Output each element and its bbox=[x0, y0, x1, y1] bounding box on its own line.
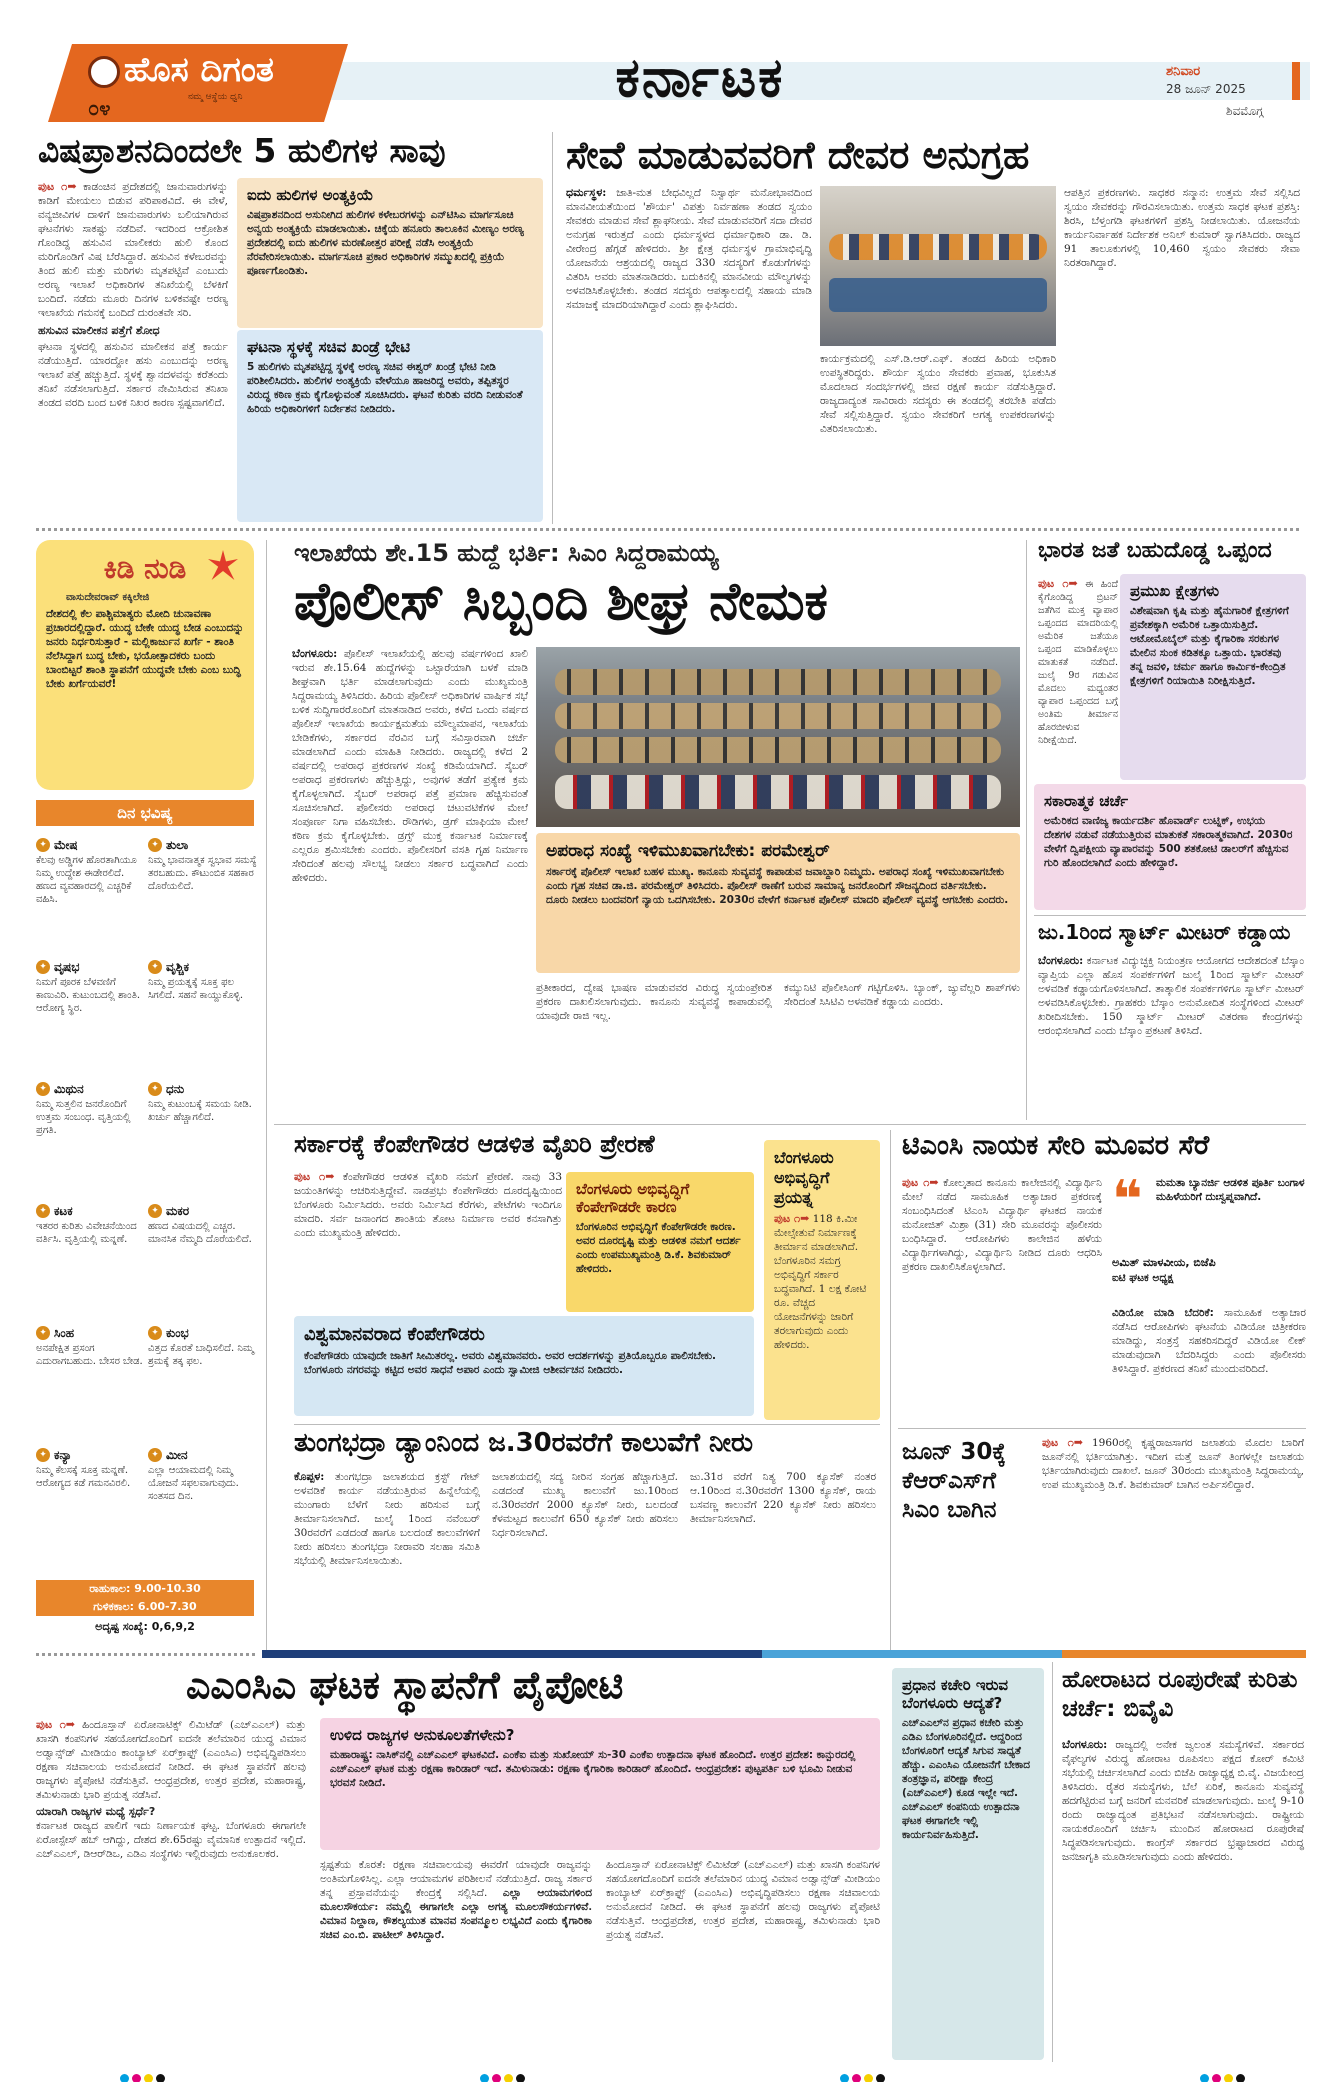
box-tiger-funeral bbox=[237, 178, 543, 328]
sign-text: ನಿಮ್ಮ ಸುತ್ತಲಿನ ಜನರೊಂದಿಗೆ ಉತ್ತಮ ಸಂಬಂಧ. ವೃತ್ತಿಯಲ್ಲಿ ಪ್ರಗತಿ. bbox=[36, 1099, 131, 1136]
sign-name: ಕಟಕ bbox=[54, 1204, 73, 1218]
divider bbox=[898, 1428, 1306, 1429]
headline: ವಿಷಪ್ರಾಶನದಿಂದಲೇ 5 ಹುಲಿಗಳ ಸಾವು bbox=[38, 131, 446, 170]
police-group-photo bbox=[536, 647, 1020, 827]
headline: ಹೋರಾಟದ ರೂಪುರೇಷೆ ಕುರಿತು ಚರ್ಚೆ: ಬಿವೈವಿ bbox=[1062, 1667, 1298, 1722]
paragraph: ಕರ್ನಾಟಕ ವಿದ್ಯುಚ್ಛಕ್ತಿ ನಿಯಂತ್ರಣ ಆಯೋಗದ ಆದೇಶದಂತೆ ಬೆಸ್ಕಾಂ ವ್ಯಾಪ್ತಿಯ ಎಲ್ಲಾ ಹೊಸ ಸಂಪರ್ಕಗಳಿಗೆ ಜುಲೈ 1ರಿಂದ ಸ್ಮಾರ್ಟ್ ಮೀಟರ್ ಅಳವಡಿಕೆ ಕಡ್ಡಾಯಗೊಳಿಸಲಾಗಿದೆ. ತಾತ್ಕಾಲಿಕ ಸಂಪರ್ಕಗಳಿಗೂ ಸ್ಮಾರ್ಟ್ ಮೀಟರ್ ಅಳವಡಿಸಿಕೊಳ್ಳಬೇಕು. ಗ್ರಾಹಕರು ಬೆಸ್ಕಾಂ ಅನುಮೋದಿತ ಸಂಸ್ಥೆಗಳಿಂದ ಮೀಟರ್ ಖರೀದಿಸಬೇಕು. 150 ಸ್ಮಾರ್ಟ್ ಮೀಟರ್ ವಿತರಣಾ ಕೇಂದ್ರಗಳನ್ನು ಆರಂಭಿಸಲಾಗಿದೆ ಎಂದು ಬೆಸ್ಕಾಂ ಪ್ರಕಟಣೆ ತಿಳಿಸಿದೆ. bbox=[1038, 955, 1304, 1037]
paragraph: ಕೋಲ್ಕತಾದ ಕಾನೂನು ಕಾಲೇಜಿನಲ್ಲಿ ವಿದ್ಯಾರ್ಥಿನಿ ಮೇಲೆ ನಡೆದ ಸಾಮೂಹಿಕ ಅತ್ಯಾಚಾರ ಪ್ರಕರಣಕ್ಕೆ ಸಂಬಂಧಿಸಿದಂತೆ ಟಿಎಂಸಿ ವಿದ್ಯಾರ್ಥಿ ಘಟಕದ ನಾಯಕ ಮನೋಜಿತ್ ಮಿಶ್ರಾ (31) ಸೇರಿ ಮೂವರನ್ನು ಪೊಲೀಸರು ಬಂಧಿಸಿದ್ದಾರೆ. ಆರೋಪಿಗಳು ಕಾಲೇಜಿನ ಹಳೆಯ ವಿದ್ಯಾರ್ಥಿಗಳಾಗಿದ್ದು, ವಿದ್ಯಾರ್ಥಿನಿ ನೀಡಿದ ದೂರು ಆಧರಿಸಿ ಪ್ರಕರಣ ದಾಖಲಿಸಿಕೊಳ್ಳಲಾಗಿದೆ. bbox=[902, 1177, 1103, 1273]
zodiac-icon: ✦ bbox=[36, 960, 50, 974]
zodiac-icon: ✦ bbox=[36, 838, 50, 852]
paragraph: ಕಾರ್ಯಕ್ರಮದಲ್ಲಿ ಎಸ್.ಡಿ.ಆರ್.ಎಫ್. ತಂಡದ ಹಿರಿಯ ಅಧಿಕಾರಿ ಉಪಸ್ಥಿತರಿದ್ದರು. ಶೌರ್ಯ ಸ್ವಯಂ ಸೇವಕರು ಪ್ರವಾಹ, ಭೂಕುಸಿತ ಮೊದಲಾದ ಸಂದರ್ಭಗಳಲ್ಲಿ ಜೀವ ರಕ್ಷಣೆ ಕಾರ್ಯ ನಡೆಸುತ್ತಿದ್ದಾರೆ. ರಾಜ್ಯದಾದ್ಯಂತ ಸಾವಿರಾರು ಸದಸ್ಯರು ಈ ತಂಡದಲ್ಲಿ ತರಬೇತಿ ಪಡೆದು ಸೇವೆ ಸಲ್ಲಿಸುತ್ತಿದ್ದಾರೆ. ಸ್ವಯಂ ಸೇವಕರಿಗೆ ಅಗತ್ಯ ಉಪಕರಣಗಳನ್ನು ವಿತರಿಸಲಾಯಿತು. bbox=[820, 353, 1056, 435]
logo-text: ಹೊಸ ದಿಗಂತ bbox=[124, 50, 274, 90]
horoscope-sign bbox=[148, 1082, 258, 1200]
box-text: ವಿಷಪ್ರಾಶನದಿಂದ ಅಸುನೀಗಿದ ಹುಲಿಗಳ ಕಳೇಬರಗಳನ್ನು ಎನ್‌ಟಿಸಿಎ ಮಾರ್ಗಸೂಚಿ ಅನ್ವಯ ಅಂತ್ಯಕ್ರಿಯೆ ಮಾಡಲಾಯಿತು. ಚಿಕ್ಕೆಯ ಹನೂರು ತಾಲೂಕಿನ ಮೀಣ್ಯಂ ಅರಣ್ಯ ಪ್ರದೇಶದಲ್ಲಿ ಐದು ಹುಲಿಗಳ ಮರಣೋತ್ತರ ಪರೀಕ್ಷೆ ನಡೆಸಿ ಅಂತ್ಯಕ್ರಿಯೆ ನೆರವೇರಿಸಲಾಯಿತು. ಮಾರ್ಗಸೂಚಿ ಪ್ರಕಾರ ಅಧಿಕಾರಿಗಳ ಸಮ್ಮುಖದಲ್ಲಿ ಪ್ರಕ್ರಿಯೆ ಪೂರ್ಣಗೊಂಡಿತು. bbox=[247, 209, 524, 277]
column-divider bbox=[1026, 540, 1027, 1120]
headline: ತುಂಗಭದ್ರಾ ಡ್ಯಾಂನಿಂದ ಜ.30ರವರೆಗೆ ಕಾಲುವೆಗೆ ನೀರು bbox=[294, 1428, 754, 1458]
zodiac-icon: ✦ bbox=[148, 838, 162, 852]
masthead bbox=[0, 0, 1336, 128]
kidi-text: ದೇಶದಲ್ಲಿ ಕೆಲ ಪಾಶ್ಚಿಮಾತ್ಯರು ಮೋದಿ ಚುನಾವಣಾ ಪ್ರಚಾರದಲ್ಲಿದ್ದಾರೆ. ಯುದ್ಧ ಬೇಕೇ ಯುದ್ಧ ಬೇಡ ಎಂಬುದನ್ನು ಜನರು ನಿರ್ಧರಿಸುತ್ತಾರೆ - ಮಲ್ಲಿಕಾರ್ಜುನ ಖರ್ಗೆ - ಶಾಂತಿ ನೆಲೆಸಿದ್ದಾಗ ಬುದ್ಧ ಬೇಕು, ಭಯೋತ್ಪಾದಕರು ಬಂದು ಬಾಂಬಿಟ್ಟರೆ ಶಾಂತಿ ಸ್ಥಾಪನೆಗೆ ಯುದ್ಧವೇ ಬೇಕು ಎಂಬ ಬುದ್ಧಿ ಬೇಕು ಖರ್ಗೆಯವರೆ! bbox=[46, 608, 244, 690]
quote-role: ಐಟಿ ಘಟಕ ಅಧ್ಯಕ್ಷ bbox=[1112, 1272, 1174, 1284]
article-body bbox=[566, 186, 812, 520]
sign-name: ಸಿಂಹ bbox=[54, 1326, 75, 1340]
article-body bbox=[1064, 186, 1300, 520]
paragraph: ಕಾಡಂಚಿನ ಪ್ರದೇಶದಲ್ಲಿ ಜಾನುವಾರುಗಳನ್ನು ಕಾಡಿಗೆ ಮೇಯಲು ಬಿಡುವ ಪರಿಪಾಠವಿದೆ. ಈ ವೇಳೆ, ವನ್ಯಜೀವಿಗಳ ದಾಳಿಗೆ ಜಾನುವಾರುಗಳು ಬಲಿಯಾಗಿರುವ ಘಟನೆಗಳು ಸಾಕಷ್ಟು ನಡೆದಿವೆ. ಇದರಿಂದ ಆಕ್ರೋಶಿತ ಗೊಂಡಿದ್ದ ಹಸುವಿನ ಮಾಲೀಕರು ಹುಲಿ ಕೊಂದ ಮರಿಗೊಂಡಿಗೆ ವಿಷ ಬೆರೆಸಿದ್ದಾರೆ. ಹಸುವಿನ ಕಳೇಬರವನ್ನು ತಿಂದ ಹುಲಿ ಮತ್ತು ಮರಿಗಳು ಮೃತಪಟ್ಟಿವೆ ಎಂಬುದು ಅರಣ್ಯ ಇಲಾಖೆ ಅಧಿಕಾರಿಗಳ ತನಿಖೆಯಲ್ಲಿ ಬೆಳಕಿಗೆ ಬಂದಿದೆ. ನಡೆದು ಮೂರು ದಿನಗಳ ಬಳಿಕವಷ್ಟೇ ಅರಣ್ಯ ಇಲಾಖೆಯ ಗಮನಕ್ಕೆ ಬಂದಿದೆ ದುರಂತವೇ ಸರಿ. bbox=[38, 181, 228, 319]
column-divider bbox=[266, 540, 267, 1650]
byline: ಧರ್ಮಸ್ಥಳ: bbox=[566, 186, 607, 199]
gulikakala: ಗುಳಿಕಕಾಲ: 6.00-7.30 bbox=[36, 1598, 254, 1616]
box-text: ಸರ್ಕಾರಕ್ಕೆ ಪೊಲೀಸ್ ಇಲಾಖೆ ಬಹಳ ಮುಖ್ಯ. ಕಾನೂನು ಸುವ್ಯವಸ್ಥೆ ಕಾಪಾಡುವ ಜವಾಬ್ದಾರಿ ನಿಮ್ಮದು. ಅಪರಾಧ ಸಂಖ್ಯೆ ಇಳಿಮುಖವಾಗಬೇಕು ಎಂದು ಗೃಹ ಸಚಿವ ಡಾ.ಜಿ. ಪರಮೇಶ್ವರ್ ತಿಳಿಸಿದರು. ಪೊಲೀಸ್ ಠಾಣೆಗೆ ಬರುವ ಸಾಮಾನ್ಯ ಜನರೊಂದಿಗೆ ಸೌಜನ್ಯದಿಂದ ವರ್ತಿಸಬೇಕು. ದೂರು ನೀಡಲು ಬಂದವರಿಗೆ ನ್ಯಾಯ ಒದಗಿಸಬೇಕು. 2030ರ ವೇಳೆಗೆ ಕರ್ನಾಟಕ ಪೊಲೀಸ್ ಮಾದರಿ ಪೊಲೀಸ್ ವ್ಯವಸ್ಥೆ ಆಗಬೇಕು ಎಂದರು. bbox=[546, 866, 1009, 906]
box-parameshwar bbox=[536, 833, 1020, 973]
story-police bbox=[274, 535, 1024, 1120]
sign-header bbox=[148, 1204, 258, 1218]
story-amca bbox=[36, 1662, 886, 2062]
logo-emblem-icon bbox=[88, 56, 120, 88]
sign-header bbox=[36, 1448, 146, 1462]
horoscope-grid bbox=[36, 838, 260, 1578]
article-body bbox=[1062, 1738, 1304, 2058]
sign-text: ಹಣದ ವಿಷಯದಲ್ಲಿ ಎಚ್ಚರ. ಮಾನಸಿಕ ನೆಮ್ಮದಿ ದೊರೆಯಲಿದೆ. bbox=[148, 1221, 252, 1245]
paragraph: ಪ್ರತೀಕಾರದ, ದ್ವೇಷ ಭಾಷಣ ಮಾಡುವವರ ವಿರುದ್ಧ ಸ್ವಯಂಪ್ರೇರಿತ ಪ್ರಕರಣ ದಾಖಲಿಸಲಾಗುವುದು. ಕಾನೂನು ಸುವ್ಯವಸ್ಥೆ ಕಾಪಾಡುವಲ್ಲಿ ಯಾವುದೇ ರಾಜಿ ಇಲ್ಲ. bbox=[536, 982, 772, 1022]
sign-header bbox=[36, 1082, 146, 1096]
paragraph: ಎಲ್ಲಾ ಆಯಾಮಗಳಿಂದ ಮೂಲಸೌಕರ್ಯ: ನಮ್ಮಲ್ಲಿ ಈಗಾಗಲೇ ಎಲ್ಲಾ ಅಗತ್ಯ ಮೂಲಸೌಕರ್ಯಗಳಿವೆ. ವಿಮಾನ ನಿಲ್ದಾಣ, ಕೌಶಲ್ಯಯುತ ಮಾನವ ಸಂಪನ್ಮೂಲ ಲಭ್ಯವಿದೆ ಎಂದು ಕೈಗಾರಿಕಾ ಸಚಿವ ಎಂ.ಬಿ. ಪಾಟೀಲ್ ತಿಳಿಸಿದ್ದಾರೆ. bbox=[320, 1887, 592, 1941]
kidi-title: ಕಿಡಿ ನುಡಿ bbox=[103, 552, 187, 585]
box-title: ವಿಶ್ವಮಾನವರಾದ ಕೆಂಪೇಗೌಡರು bbox=[304, 1324, 485, 1345]
sign-header bbox=[36, 1204, 146, 1218]
headline: ಟಿಎಂಸಿ ನಾಯಕ ಸೇರಿ ಮೂವರ ಸೆರೆ bbox=[902, 1130, 1210, 1161]
rahukala: ರಾಹುಕಾಲ: 9.00-10.30 bbox=[36, 1580, 254, 1598]
accent-bar bbox=[1292, 62, 1300, 100]
horoscope-sign bbox=[148, 1448, 258, 1566]
byline: ಪುಟ ೧➡ bbox=[1042, 1436, 1083, 1449]
box-title: ಘಟನಾ ಸ್ಥಳಕ್ಕೆ ಸಚಿವ ಖಂಡ್ರೆ ಭೇಟಿ bbox=[247, 338, 410, 356]
byline: ಬೆಂಗಳೂರು: bbox=[292, 647, 338, 660]
sign-name: ವೃಷಭ bbox=[54, 960, 80, 974]
horoscope-footer bbox=[36, 1580, 254, 1640]
issue-date: 28 ಜೂನ್ 2025 bbox=[1166, 82, 1246, 96]
box-bengaluru-priority bbox=[892, 1668, 1044, 2060]
sign-text: ನಿಮ್ಮ ಕುಟುಂಬಕ್ಕೆ ಸಮಯ ನೀಡಿ. ಖರ್ಚು ಹೆಚ್ಚಾಗಲಿದೆ. bbox=[148, 1099, 252, 1123]
zodiac-icon: ✦ bbox=[148, 1204, 162, 1218]
headline: ಜೂನ್ 30ಕ್ಕೆ ಕೆಆರ್‌ಎಸ್‌ಗೆ ಸಿಎಂ ಬಾಗಿನ bbox=[902, 1439, 1006, 1523]
headline: ಪೊಲೀಸ್ ಸಿಬ್ಬಂದಿ ಶೀಘ್ರ ನೇಮಕ bbox=[294, 572, 828, 632]
sign-name: ತುಲಾ bbox=[166, 838, 189, 852]
horoscope-sign bbox=[36, 838, 146, 956]
horoscope-sign bbox=[148, 1326, 258, 1444]
article-body bbox=[606, 1858, 880, 2058]
box-title: ಸಕಾರಾತ್ಮಕ ಚರ್ಚೆ bbox=[1044, 792, 1129, 810]
article-body bbox=[536, 981, 772, 1115]
byline: ಪುಟ ೧➡ bbox=[902, 1176, 939, 1189]
horoscope-sign bbox=[36, 1448, 146, 1566]
sign-text: ಅನಪೇಕ್ಷಿತ ಪ್ರಸಂಗ ಎದುರಾಗಬಹುದು. ಬೇಸರ ಬೇಡ. bbox=[36, 1343, 143, 1367]
zodiac-icon: ✦ bbox=[148, 1326, 162, 1340]
kidi-author: ವಾಸುದೇವರಾವ್ ಕಕ್ಕಿಲೇಜಿ bbox=[66, 592, 150, 603]
byline: ಪುಟ ೧➡ bbox=[774, 1212, 810, 1225]
box-text: ಅಮೆರಿಕದ ವಾಣಿಜ್ಯ ಕಾರ್ಯದರ್ಶಿ ಹೊವಾರ್ಡ್ ಲುಟ್ನಿಕ್, ಉಭಯ ದೇಶಗಳ ನಡುವೆ ನಡೆಯುತ್ತಿರುವ ಮಾತುಕತೆ ಸಕಾರಾತ್ಮಕವಾಗಿದೆ. 2030ರ ವೇಳೆಗೆ ದ್ವಿಪಕ್ಷೀಯ ವ್ಯಾಪಾರವನ್ನು 500 ಶತಕೋಟಿ ಡಾಲರ್‌ಗೆ ಹೆಚ್ಚಿಸುವ ಗುರಿ ಹೊಂದಲಾಗಿದೆ ಎಂದು ಹೇಳಿದ್ದಾರೆ. bbox=[1044, 815, 1293, 869]
story-smart-meter bbox=[1034, 920, 1306, 1120]
column-divider bbox=[1052, 1662, 1053, 2062]
sign-text: ವಿತ್ತದ ಕೊರತೆ ಬಾಧಿಸಲಿದೆ. ನಿಮ್ಮ ಶ್ರಮಕ್ಕೆ ತಕ್ಕ ಫಲ. bbox=[148, 1343, 254, 1367]
logo-tagline: ನಮ್ಮ ಆಸ್ಥೆಯ ಧ್ವನಿ bbox=[188, 92, 243, 102]
article-body bbox=[784, 981, 1020, 1115]
box-text bbox=[774, 1212, 870, 1352]
sign-name: ವೃಶ್ಚಿಕ bbox=[166, 960, 190, 974]
article-body bbox=[690, 1470, 876, 1648]
registration-marks bbox=[120, 2068, 1270, 2082]
box-title: ಪ್ರಧಾನ ಕಚೇರಿ ಇರುವ ಬೆಂಗಳೂರು ಆದ್ಯತೆ? bbox=[902, 1676, 1008, 1712]
paragraph: 118 ಕಿ.ಮೀ ಮೇಲ್ಸೇತುವೆ ನಿರ್ಮಾಣಕ್ಕೆ ತೀರ್ಮಾನ ಮಾಡಲಾಗಿದೆ. ಬೆಂಗಳೂರಿನ ಸಮಗ್ರ ಅಭಿವೃದ್ಧಿಗೆ ಸರ್ಕಾರ ಬದ್ಧವಾಗಿದೆ. 1 ಲಕ್ಷ ಕೋಟಿ ರೂ. ವೆಚ್ಚದ ಯೋಜನೆಗಳನ್ನು ಜಾರಿಗೆ ತರಲಾಗುವುದು ಎಂದು ಹೇಳಿದರು. bbox=[774, 1213, 867, 1351]
paragraph: ಆಪತ್ತಿನ ಪ್ರಕರಣಗಳು. ಸಾಧಕರ ಸನ್ಮಾನ: ಉತ್ತಮ ಸೇವೆ ಸಲ್ಲಿಸಿದ ಸ್ವಯಂ ಸೇವಕರನ್ನು ಗೌರವಿಸಲಾಯಿತು. ಉತ್ತಮ ಸಾಧಕ ಘಟಕ ಪ್ರಶಸ್ತಿ: ಶಿರಸಿ, ಬೆಳ್ತಂಗಡಿ ಘಟಕಗಳಿಗೆ ಪ್ರಶಸ್ತಿ ನೀಡಲಾಯಿತು. ಯೋಜನೆಯ ಕಾರ್ಯನಿರ್ವಾಹಕ ನಿರ್ದೇಶಕ ಅನಿಲ್ ಕುಮಾರ್ ಸ್ವಾಗತಿಸಿದರು. ರಾಜ್ಯದ 91 ತಾಲೂಕುಗಳಲ್ಲಿ 10,460 ಸ್ವಯಂ ಸೇವಕರು ಸೇವಾ ನಿರತರಾಗಿದ್ದಾರೆ. bbox=[1064, 187, 1300, 269]
sign-name: ಧನು bbox=[166, 1082, 185, 1096]
horoscope-sign bbox=[36, 1326, 146, 1444]
horoscope-sign bbox=[36, 960, 146, 1078]
story-krs bbox=[898, 1434, 1306, 1650]
article-body bbox=[294, 1170, 562, 1320]
sign-header bbox=[148, 960, 258, 974]
box-text: 5 ಹುಲಿಗಳು ಮೃತಪಟ್ಟಿದ್ದ ಸ್ಥಳಕ್ಕೆ ಅರಣ್ಯ ಸಚಿವ ಈಶ್ವರ್ ಖಂಡ್ರೆ ಭೇಟಿ ನೀಡಿ ಪರಿಶೀಲಿಸಿದರು. ಹುಲಿಗಳ ಅಂತ್ಯಕ್ರಿಯೆ ವೇಳೆಯೂ ಹಾಜರಿದ್ದ ಅವರು, ತಪ್ಪಿತಸ್ಥರ ವಿರುದ್ಧ ಕಠಿಣ ಕ್ರಮ ಕೈಗೊಳ್ಳುವಂತೆ ಸೂಚಿಸಿದರು. ಘಟನೆ ಕುರಿತು ವರದಿ ನೀಡುವಂತೆ ಹಿರಿಯ ಅಧಿಕಾರಿಗಳಿಗೆ ನಿರ್ದೇಶನ ನೀಡಿದರು. bbox=[247, 361, 523, 415]
sign-text: ನಿಮ್ಮ ಭಾವನಾತ್ಮಕ ಸ್ವಭಾವ ಸಮಸ್ಯೆ ತರಬಹುದು. ಕೌಟುಂಬಿಕ ಸಹಕಾರ ದೊರೆಯಲಿದೆ. bbox=[148, 855, 257, 892]
zodiac-icon: ✦ bbox=[36, 1082, 50, 1096]
article-body bbox=[1038, 954, 1304, 1116]
story-seva bbox=[560, 130, 1305, 525]
divider bbox=[1034, 915, 1306, 916]
sign-header bbox=[36, 838, 146, 852]
issue-day: ಶನಿವಾರ bbox=[1166, 64, 1201, 79]
box-text: ವಿಶೇಷವಾಗಿ ಕೃಷಿ ಮತ್ತು ಹೈನುಗಾರಿಕೆ ಕ್ಷೇತ್ರಗಳಿಗೆ ಪ್ರವೇಶಕ್ಕಾಗಿ ಅಮೆರಿಕ ಒತ್ತಾಯಿಸುತ್ತಿದೆ. ಆಟೋಮೊಬೈಲ್ ಮತ್ತು ಕೈಗಾರಿಕಾ ಸರಕುಗಳ ಮೇಲಿನ ಸುಂಕ ಕಡಿತಕ್ಕೂ ಒತ್ತಾಯ. ಭಾರತವು ತನ್ನ ಜವಳಿ, ಚರ್ಮ ಹಾಗೂ ಕಾರ್ಮಿಕ-ಕೇಂದ್ರಿತ ಕ್ಷೇತ್ರಗಳಿಗೆ ರಿಯಾಯಿತಿ ನಿರೀಕ್ಷಿಸುತ್ತಿದೆ. bbox=[1130, 605, 1289, 687]
divider bbox=[294, 1424, 880, 1425]
paragraph: 1960ರಲ್ಲಿ ಕೃಷ್ಣರಾಜಸಾಗರ ಜಲಾಶಯ ಮೊದಲ ಬಾರಿಗೆ ಜೂನ್‌ನಲ್ಲಿ ಭರ್ತಿಯಾಗಿತ್ತು. ಇದೀಗ ಮತ್ತೆ ಜೂನ್ ತಿಂಗಳಲ್ಲೇ ಜಲಾಶಯ ಭರ್ತಿಯಾಗಿರುವುದು ದಾಖಲೆ. ಜೂನ್ 30ರಂದು ಮುಖ್ಯಮಂತ್ರಿ ಸಿದ್ದರಾಮಯ್ಯ, ಉಪ ಮುಖ್ಯಮಂತ್ರಿ ಡಿ.ಕೆ. ಶಿವಕುಮಾರ್ ಬಾಗಿನ ಅರ್ಪಿಸಲಿದ್ದಾರೆ. bbox=[1042, 1437, 1305, 1491]
paragraph: ಸಾಮೂಹಿಕ ಅತ್ಯಾಚಾರ ನಡೆಸಿದ ಆರೋಪಿಗಳು ಘಟನೆಯ ವಿಡಿಯೋ ಚಿತ್ರೀಕರಣ ಮಾಡಿದ್ದು, ಸಂತ್ರಸ್ತೆ ಸಹಕರಿಸದಿದ್ದರೆ ವಿಡಿಯೋ ಲೀಕ್ ಮಾಡುವುದಾಗಿ ಬೆದರಿಸಿದ್ದರು ಎಂದು ಪೊಲೀಸರು ತಿಳಿಸಿದ್ದಾರೆ. ಪ್ರಕರಣದ ತನಿಖೆ ಮುಂದುವರಿದಿದೆ. bbox=[1112, 1307, 1306, 1375]
paragraph: ಸ್ಪಷ್ಟತೆಯ ಕೊರತೆ: ರಕ್ಷಣಾ ಸಚಿವಾಲಯವು ಈವರೆಗೆ ಯಾವುದೇ ರಾಜ್ಯವನ್ನು ಅಂತಿಮಗೊಳಿಸಿಲ್ಲ. ಎಲ್ಲಾ ಆಯಾಮಗಳ ಪರಿಶೀಲನೆ ನಡೆಯುತ್ತಿದೆ. ರಾಜ್ಯ ಸರ್ಕಾರ ತನ್ನ ಪ್ರಸ್ತಾವನೆಯನ್ನು ಕೇಂದ್ರಕ್ಕೆ ಸಲ್ಲಿಸಿದೆ. bbox=[320, 1859, 592, 1899]
box-other-states bbox=[320, 1718, 880, 1850]
horoscope-title: ದಿನ ಭವಿಷ್ಯ bbox=[36, 800, 254, 826]
box-bengaluru-growth bbox=[566, 1172, 754, 1312]
horoscope-sign bbox=[36, 1082, 146, 1200]
sign-header bbox=[148, 1448, 258, 1462]
sign-header bbox=[36, 960, 146, 974]
article-body bbox=[1042, 1436, 1304, 1646]
box-title: ಬೆಂಗಳೂರು ಅಭಿವೃದ್ಧಿಗೆ ಕೆಂಪೇಗೌಡರೇ ಕಾರಣ bbox=[576, 1180, 690, 1216]
kicker: ಇಲಾಖೆಯ ಶೇ.15 ಹುದ್ದೆ ಭರ್ತಿ: ಸಿಎಂ ಸಿದ್ದರಾಮಯ್ಯ bbox=[294, 539, 719, 567]
headline: ಜು.1ರಿಂದ ಸ್ಮಾರ್ಟ್ ಮೀಟರ್ ಕಡ್ಡಾಯ bbox=[1038, 920, 1291, 944]
column-divider bbox=[890, 1130, 891, 1650]
sign-name: ಕುಂಭ bbox=[166, 1326, 189, 1340]
box-text: ಮಹಾರಾಷ್ಟ್ರ: ನಾಸಿಕ್‌ನಲ್ಲಿ ಎಚ್‌ಎಎಲ್ ಘಟಕವಿದೆ. ಎಂಕೆಐ ಮತ್ತು ಸುಖೋಯ್ ಸು-30 ಎಂಕೆಐ ಉತ್ಪಾದನಾ ಘಟಕ ಹೊಂದಿದೆ. ಉತ್ತರ ಪ್ರದೇಶ: ಕಾನ್ಪುರದಲ್ಲಿ ಎಚ್‌ಎಎಲ್ ಘಟಕ ಮತ್ತು ರಕ್ಷಣಾ ಕಾರಿಡಾರ್ ಇದೆ. ತಮಿಳುನಾಡು: ರಕ್ಷಣಾ ಕೈಗಾರಿಕಾ ಕಾರಿಡಾರ್ ಹೊಂದಿದೆ. ಆಂಧ್ರಪ್ರದೇಶ: ಪುಟ್ಟಪರ್ತಿ ಬಳಿ ಭೂಮಿ ನೀಡುವ ಭರವಸೆ ನೀಡಿದೆ. bbox=[330, 1749, 856, 1789]
paragraph: ಕೆಂಪೇಗೌಡರ ಆಡಳಿತ ವೈಖರಿ ನಮಗೆ ಪ್ರೇರಣೆ. ನಾವು 33 ಜಯಂತಿಗಳನ್ನು ಆಚರಿಸುತ್ತಿದ್ದೇವೆ. ನಾಡಪ್ರಭು ಕೆಂಪೇಗೌಡರು ದೂರದೃಷ್ಟಿಯಿಂದ ಬೆಂಗಳೂರು ನಿರ್ಮಿಸಿದರು. ಅವರು ನಿರ್ಮಿಸಿದ ಕೆರೆಗಳು, ಪೇಟೆಗಳು ಇಂದಿಗೂ ಮಾದರಿ. ಸರ್ವ ಜನಾಂಗದ ಶಾಂತಿಯ ತೋಟ ನಿರ್ಮಾಣ ಅವರ ಕನಸಾಗಿತ್ತು ಎಂದು ಮುಖ್ಯಮಂತ್ರಿ ಹೇಳಿದರು. bbox=[294, 1171, 563, 1239]
horoscope-sign bbox=[148, 838, 258, 956]
sign-name: ಮಿಥುನ bbox=[54, 1082, 84, 1096]
headline: ಎಎಂಸಿಎ ಘಟಕ ಸ್ಥಾಪನೆಗೆ ಪೈಪೋಟಿ bbox=[186, 1663, 624, 1707]
section-strip bbox=[36, 1650, 1306, 1658]
zodiac-icon: ✦ bbox=[148, 1448, 162, 1462]
paragraph: ಜಾತಿ-ಮತ ಬೇಧವಿಲ್ಲದೆ ನಿಸ್ವಾರ್ಥ ಮನೋಭಾವದಿಂದ ಮಾನವೀಯತೆಯಿಂದ 'ಶೌರ್ಯ' ವಿಪತ್ತು ನಿರ್ವಹಣಾ ತಂಡದ ಸ್ವಯಂ ಸೇವಕರು ಮಾಡುವ ಸೇವೆ ಶ್ಲಾಘನೀಯ. ಸೇವೆ ಮಾಡುವವರಿಗೆ ಸದಾ ದೇವರ ಅನುಗ್ರಹ ಇರುತ್ತದೆ ಎಂದು ಧರ್ಮಸ್ಥಳದ ಧರ್ಮಾಧಿಕಾರಿ ಡಾ. ಡಿ. ವೀರೇಂದ್ರ ಹೆಗ್ಗಡೆ ಹೇಳಿದರು. ಶ್ರೀ ಕ್ಷೇತ್ರ ಧರ್ಮಸ್ಥಳ ಗ್ರಾಮಾಭಿವೃದ್ಧಿ ಯೋಜನೆಯ ಆಶ್ರಯದಲ್ಲಿ ರಾಜ್ಯದ 330 ಸದಸ್ಯರಿಗೆ ಕೊಡುಗೆಗಳನ್ನು ವಿತರಿಸಿ ಅವರು ಮಾತನಾಡಿದರು. ಬದುಕಿನಲ್ಲಿ ಮಾನವೀಯ ಮೌಲ್ಯಗಳನ್ನು ಅಳವಡಿಸಿಕೊಳ್ಳಬೇಕು. ತಂಡದ ಸದಸ್ಯರು ಆಪತ್ಕಾಲದಲ್ಲಿ ಸಹಾಯ ಮಾಡಿ ಸಮಾಜಕ್ಕೆ ಮಾದರಿಯಾಗಿದ್ದಾರೆ ಎಂದು ಶ್ಲಾಘಿಸಿದರು. bbox=[566, 187, 812, 311]
box-positive-talks bbox=[1034, 784, 1306, 910]
sign-name: ಕನ್ಯಾ bbox=[54, 1448, 72, 1462]
edition-city: ಶಿವಮೊಗ್ಗ bbox=[1226, 104, 1264, 118]
horoscope-sign bbox=[148, 1204, 258, 1322]
zodiac-icon: ✦ bbox=[36, 1204, 50, 1218]
headline: ಸೇವೆ ಮಾಡುವವರಿಗೆ ದೇವರ ಅನುಗ್ರಹ bbox=[566, 133, 1030, 177]
byline: ಬೆಂಗಳೂರು: bbox=[1062, 1738, 1108, 1751]
box-title: ಬೆಂಗಳೂರು ಅಭಿವೃದ್ಧಿಗೆ ಪ್ರಯತ್ನ bbox=[774, 1148, 834, 1207]
headline: ಭಾರತ ಜತೆ ಬಹುದೊಡ್ಡ ಒಪ್ಪಂದ bbox=[1038, 538, 1272, 563]
box-text: ಎಚ್‌ಎಎಲ್‌ನ ಪ್ರಧಾನ ಕಚೇರಿ ಮತ್ತು ಎಡಿಎ ಬೆಂಗಳೂರಿನಲ್ಲಿದೆ. ಆದ್ದರಿಂದ ಬೆಂಗಳೂರಿಗೆ ಆದ್ಯತೆ ಸಿಗುವ ಸಾಧ್ಯತೆ ಹೆಚ್ಚು. ಎಎಂಸಿಎ ಯೋಜನೆಗೆ ಬೇಕಾದ ತಂತ್ರಜ್ಞಾನ, ಪರೀಕ್ಷಾ ಕೇಂದ್ರ (ಎಚ್‌ಎಎಲ್) ಕೂಡ ಇಲ್ಲೇ ಇದೆ. ಎಚ್‌ಎಎಲ್ ಕಂಪನಿಯ ಉತ್ಪಾದನಾ ಘಟಕ ಈಗಾಗಲೇ ಇಲ್ಲಿ ಕಾರ್ಯನಿರ್ವಹಿಸುತ್ತಿದೆ. bbox=[902, 1717, 1031, 1841]
sign-header bbox=[148, 1326, 258, 1340]
article-body bbox=[38, 180, 228, 510]
sign-name: ಮೀನ bbox=[166, 1448, 188, 1462]
byline: ಬೆಂಗಳೂರು: bbox=[1038, 954, 1084, 967]
paragraph: ಹಿಂದೂಸ್ತಾನ್ ಏರೋನಾಟಿಕ್ಸ್ ಲಿಮಿಟೆಡ್ (ಎಚ್‌ಎಎಲ್) ಮತ್ತು ಖಾಸಗಿ ಕಂಪನಿಗಳ ಸಹಯೋಗದೊಂದಿಗೆ ಐದನೇ ತಲೆಮಾರಿನ ಯುದ್ಧ ವಿಮಾನ ಅಡ್ವಾನ್ಸ್‌ಡ್ ಮೀಡಿಯಂ ಕಾಂಬ್ಯಾಟ್ ಏರ್‌ಕ್ರಾಫ್ಟ್ (ಎಎಂಸಿಎ) ಅಭಿವೃದ್ಧಿಪಡಿಸಲು ರಕ್ಷಣಾ ಸಚಿವಾಲಯ ಅನುಮೋದನೆ ನೀಡಿದೆ. ಈ ಘಟಕ ಸ್ಥಾಪನೆಗೆ ಹಲವು ರಾಜ್ಯಗಳು ಪೈಪೋಟಿ ನಡೆಸುತ್ತಿವೆ. ಆಂಧ್ರಪ್ರದೇಶ, ಉತ್ತರ ಪ್ರದೇಶ, ಮಹಾರಾಷ್ಟ್ರ, ತಮಿಳುನಾಡು ಭಾರಿ ಪ್ರಯತ್ನ ನಡೆಸಿವೆ. bbox=[606, 1859, 880, 1941]
sign-text: ನಿಮಗೆ ಪೂರಕ ಬೆಳವಣಿಗೆ ಕಾಣುವಿರಿ. ಕುಟುಂಬದಲ್ಲಿ ಶಾಂತಿ. ಆರೋಗ್ಯ ಸ್ಥಿರ. bbox=[36, 977, 141, 1014]
box-title: ಪ್ರಮುಖ ಕ್ಷೇತ್ರಗಳು bbox=[1130, 582, 1220, 600]
article-body bbox=[492, 1470, 678, 1648]
box-text: ಕೆಂಪೇಗೌಡರು ಯಾವುದೇ ಜಾತಿಗೆ ಸೀಮಿತರಲ್ಲ. ಅವರು ವಿಶ್ವಮಾನವರು. ಅವರ ಆದರ್ಶಗಳನ್ನು ಪ್ರತಿಯೊಬ್ಬರೂ ಪಾಲಿಸಬೇಕು. ಬೆಂಗಳೂರು ನಗರವನ್ನು ಕಟ್ಟಿದ ಅವರ ಸಾಧನೆ ಅಪಾರ ಎಂದು ಸ್ವಾಮೀಜಿ ಆಶೀರ್ವಚನ ನೀಡಿದರು. bbox=[304, 1350, 717, 1376]
sign-text: ಎಲ್ಲಾ ಆಯಾಮದಲ್ಲಿ ನಿಮ್ಮ ಯೋಜನೆ ಸಫಲವಾಗುವುದು. ಸಂತಸದ ದಿನ. bbox=[148, 1465, 239, 1502]
headline: ಸರ್ಕಾರಕ್ಕೆ ಕೆಂಪೇಗೌಡರ ಆಡಳಿತ ವೈಖರಿ ಪ್ರೇರಣೆ bbox=[294, 1130, 655, 1158]
story-byv bbox=[1060, 1662, 1306, 2062]
story-bengaluru-development bbox=[764, 1140, 880, 1420]
byline: ಪುಟ ೧➡ bbox=[1038, 577, 1078, 590]
quote-author: ಅಮಿತ್ ಮಾಳವೀಯ, ಬಿಜೆಪಿ bbox=[1112, 1256, 1216, 1269]
box-title: ಐದು ಹುಲಿಗಳ ಅಂತ್ಯಕ್ರಿಯೆ bbox=[247, 186, 374, 204]
box-title: ಉಳಿದ ರಾಜ್ಯಗಳ ಅನುಕೂಲತೆಗಳೇನು? bbox=[330, 1726, 515, 1744]
section-title: ಕರ್ನಾಟಕ bbox=[615, 46, 785, 109]
sign-text: ಕೆಲವು ಅಡ್ಡಿಗಳ ಹೊರತಾಗಿಯೂ ನಿಮ್ಮ ಉದ್ದೇಶ ಈಡೇರಲಿದೆ. ಹಣದ ವ್ಯವಹಾರದಲ್ಲಿ ಎಚ್ಚರಿಕೆ ವಹಿಸಿ. bbox=[36, 855, 137, 905]
article-body bbox=[320, 1858, 592, 2058]
event-photo bbox=[820, 186, 1056, 346]
section-divider bbox=[36, 528, 1300, 531]
lucky-numbers: ಅದೃಷ್ಟ ಸಂಖ್ಯೆ: 0,6,9,2 bbox=[95, 1620, 195, 1633]
zodiac-icon: ✦ bbox=[36, 1326, 50, 1340]
sign-name: ಮಕರ bbox=[166, 1204, 190, 1218]
sign-name: ಮೇಷ bbox=[54, 838, 78, 852]
box-title: ಅಪರಾಧ ಸಂಖ್ಯೆ ಇಳಿಮುಖವಾಗಬೇಕು: ಪರಮೇಶ್ವರ್ bbox=[546, 841, 830, 861]
horoscope-sign bbox=[36, 1204, 146, 1322]
article-body bbox=[294, 1470, 480, 1648]
box-vishwamanava bbox=[294, 1316, 754, 1416]
horoscope-sign bbox=[148, 960, 258, 1078]
subhead: ಯಾರಾಗಿ ರಾಜ್ಯಗಳ ಮಧ್ಯೆ ಸ್ಪರ್ಧೆ? bbox=[36, 1805, 156, 1818]
page-number: ೦೪ bbox=[88, 96, 111, 120]
column-divider bbox=[552, 132, 553, 524]
box-key-sectors bbox=[1120, 574, 1306, 780]
byline: ಕೊಪ್ಪಳ: bbox=[294, 1470, 325, 1483]
sign-header bbox=[148, 1082, 258, 1096]
byline: ಪುಟ ೧➡ bbox=[38, 180, 77, 193]
subhead: ಹಸುವಿನ ಮಾಲೀಕನ ಪತ್ತೆಗೆ ಶೋಧ bbox=[38, 324, 160, 337]
sign-header bbox=[148, 838, 258, 852]
article-body bbox=[36, 1718, 306, 2058]
zodiac-icon: ✦ bbox=[148, 960, 162, 974]
sign-text: ನಿಮ್ಮ ಕೆಲಸಕ್ಕೆ ಸೂಕ್ತ ಮನ್ನಣೆ. ಆರೋಗ್ಯದ ಕಡೆ ಗಮನವಿರಲಿ. bbox=[36, 1465, 131, 1489]
box-text: ಬೆಂಗಳೂರಿನ ಅಭಿವೃದ್ಧಿಗೆ ಕೆಂಪೇಗೌಡರೇ ಕಾರಣ. ಅವರ ದೂರದೃಷ್ಟಿ ಮತ್ತು ಆಡಳಿತ ನಮಗೆ ಆದರ್ಶ ಎಂದು ಉಪಮುಖ್ಯಮಂತ್ರಿ ಡಿ.ಕೆ. ಶಿವಕುಮಾರ್ ಹೇಳಿದರು. bbox=[576, 1221, 741, 1275]
paragraph: ಕರ್ನಾಟಕ ರಾಜ್ಯದ ಪಾಲಿಗೆ ಇದು ನಿರ್ಣಾಯಕ ಘಟ್ಟ. ಬೆಂಗಳೂರು ಈಗಾಗಲೇ ಏರೋಸ್ಪೇಸ್ ಹಬ್ ಆಗಿದ್ದು, ದೇಶದ ಶೇ.65ರಷ್ಟು ವೈಮಾನಿಕ ಉತ್ಪಾದನೆ ಇಲ್ಲಿದೆ. ಎಚ್‌ಎಎಲ್, ಡಿಆರ್‌ಡಿಒ, ಎಡಿಎ ಸಂಸ್ಥೆಗಳು ಇಲ್ಲಿರುವುದು ಅನುಕೂಲಕರ. bbox=[36, 1820, 306, 1860]
sign-text: ಇತರರ ಕುರಿತು ವಿವೇಚನೆಯಿಂದ ವರ್ತಿಸಿ. ವೃತ್ತಿಯಲ್ಲಿ ಮನ್ನಣೆ. bbox=[36, 1221, 137, 1245]
paragraph: ಈ ಹಿಂದೆ ಕೈಗೊಂಡಿದ್ದ ಬ್ರಿಟನ್ ಜತೆಗಿನ ಮುಕ್ತ ವ್ಯಾಪಾರ ಒಪ್ಪಂದದ ಮಾದರಿಯಲ್ಲಿ ಅಮೆರಿಕ ಜತೆಯೂ ಒಪ್ಪಂದ ಮಾಡಿಕೊಳ್ಳಲು ಮಾತುಕತೆ ನಡೆದಿದೆ. ಜುಲೈ 9ರ ಗಡುವಿನ ಮೊದಲು ಮಧ್ಯಂತರ ವ್ಯಾಪಾರ ಒಪ್ಪಂದದ ಬಗ್ಗೆ ಅಂತಿಮ ತೀರ್ಮಾನ ಹೊರಬೀಳುವ ನಿರೀಕ್ಷೆಯಿದೆ. bbox=[1038, 579, 1118, 746]
paragraph: ರಾಜ್ಯದಲ್ಲಿ ಅನೇಕ ಜ್ವಲಂತ ಸಮಸ್ಯೆಗಳಿವೆ. ಸರ್ಕಾರದ ವೈಫಲ್ಯಗಳ ವಿರುದ್ಧ ಹೋರಾಟ ರೂಪಿಸಲು ಪಕ್ಷದ ಕೋರ್ ಕಮಿಟಿ ಸಭೆಯಲ್ಲಿ ಚರ್ಚಿಸಲಾಗಿದೆ ಎಂದು ಬಿಜೆಪಿ ರಾಜ್ಯಾಧ್ಯಕ್ಷ ಬಿ.ವೈ. ವಿಜಯೇಂದ್ರ ತಿಳಿಸಿದರು. ರೈತರ ಸಮಸ್ಯೆಗಳು, ಬೆಲೆ ಏರಿಕೆ, ಕಾನೂನು ಸುವ್ಯವಸ್ಥೆ ಹದಗೆಟ್ಟಿರುವ ಬಗ್ಗೆ ಜನರಿಗೆ ಮನವರಿಕೆ ಮಾಡಲಾಗುವುದು. ಜುಲೈ 9-10 ರಂದು ರಾಜ್ಯಾದ್ಯಂತ ಪ್ರತಿಭಟನೆ ನಡೆಸಲಾಗುವುದು. ರಾಷ್ಟ್ರೀಯ ನಾಯಕರೊಂದಿಗೆ ಚರ್ಚಿಸಿ ಮುಂದಿನ ಹೋರಾಟದ ರೂಪುರೇಷೆ ಸಿದ್ಧಪಡಿಸಲಾಗುವುದು. ಕಾಂಗ್ರೆಸ್ ಸರ್ಕಾರದ ಭ್ರಷ್ಟಾಚಾರದ ವಿರುದ್ಧ ಜನಜಾಗೃತಿ ಮೂಡಿಸಲಾಗುವುದು ಎಂದು ಹೇಳಿದರು. bbox=[1062, 1739, 1304, 1863]
article-body bbox=[820, 352, 1056, 520]
paragraph: ಕಮ್ಯುನಿಟಿ ಪೊಲೀಸಿಂಗ್ ಗಟ್ಟಿಗೊಳಿಸಿ. ಬ್ಯಾಂಕ್, ಜ್ಯುವೆಲ್ಲರಿ ಶಾಪ್‌ಗಳು ಸೇರಿದಂತೆ ಸಿಸಿಟಿವಿ ಅಳವಡಿಕೆ ಕಡ್ಡಾಯ ಎಂದರು. bbox=[784, 982, 1020, 1008]
paragraph: ಜು.31ರ ವರೆಗೆ ನಿತ್ಯ 700 ಕ್ಯೂಸೆಕ್ ನಂತರ ಆ.10ರಿಂದ ನ.30ರವರೆಗೆ 1300 ಕ್ಯೂಸೆಕ್, ರಾಯ ಬಸವಣ್ಣ ಕಾಲುವೆಗೆ 220 ಕ್ಯೂಸೆಕ್ ನೀರು ಹರಿಸಲು ತೀರ್ಮಾನಿಸಲಾಗಿದೆ. bbox=[690, 1471, 876, 1525]
quote-box bbox=[1112, 1170, 1306, 1302]
quote-text: ಮಮತಾ ಬ್ಯಾನರ್ಜಿ ಆಡಳಿತ ಪೂರ್ತಿ ಬಂಗಾಳ ಮಹಿಳೆಯರಿಗೆ ದುಃಸ್ವಪ್ನವಾಗಿದೆ. bbox=[1156, 1177, 1305, 1203]
quote-mark-icon: ❝ bbox=[1112, 1170, 1143, 1230]
paragraph: ತುಂಗಭದ್ರಾ ಜಲಾಶಯದ ಕ್ರಸ್ಟ್ ಗೇಟ್ ಅಳವಡಿಕೆ ಕಾರ್ಯ ನಡೆಯುತ್ತಿರುವ ಹಿನ್ನೆಲೆಯಲ್ಲಿ ಮುಂಗಾರು ಬೆಳೆಗೆ ನೀರು ಹರಿಸುವ ಬಗ್ಗೆ ತೀರ್ಮಾನಿಸಲಾಗಿದೆ. ಜುಲೈ 1ರಿಂದ ನವೆಂಬರ್ 30ರವರೆಗೆ ಎಡದಂಡೆ ಹಾಗೂ ಬಲದಂಡೆ ಕಾಲುವೆಗಳಿಗೆ ನೀರು ಹರಿಸಲು ತುಂಗಭದ್ರಾ ನೀರಾವರಿ ಸಲಹಾ ಸಮಿತಿ ಸಭೆಯಲ್ಲಿ ತೀರ್ಮಾನಿಸಲಾಯಿತು. bbox=[294, 1471, 481, 1567]
paragraph: ಘಟನಾ ಸ್ಥಳದಲ್ಲಿ ಹಸುವಿನ ಮಾಲೀಕನ ಪತ್ತೆ ಕಾರ್ಯ ನಡೆಯುತ್ತಿದೆ. ಯಾರದ್ದೋ ಹಸು ಎಂಬುದನ್ನು ಅರಣ್ಯ ಇಲಾಖೆ ಪತ್ತೆ ಹಚ್ಚುತ್ತಿದೆ. ಸ್ಥಳಕ್ಕೆ ಶ್ವಾನದಳವನ್ನು ಕರೆತಂದು ತನಿಖೆ ನಡೆಸಲಾಗುತ್ತಿದೆ. ಸರ್ಕಾರ ನೇಮಿಸಿರುವ ತನಿಖಾ ತಂಡದ ವರದಿ ಬಂದ ಬಳಿಕ ನಿಖರ ಕಾರಣ ಸ್ಪಷ್ಟವಾಗಲಿದೆ. bbox=[38, 341, 228, 409]
byline: ಪುಟ ೧➡ bbox=[294, 1170, 335, 1183]
box-minister-visit bbox=[237, 330, 543, 522]
paragraph: ಹಿಂದೂಸ್ತಾನ್ ಏರೋನಾಟಿಕ್ಸ್ ಲಿಮಿಟೆಡ್ (ಎಚ್‌ಎಎಲ್) ಮತ್ತು ಖಾಸಗಿ ಕಂಪನಿಗಳ ಸಹಯೋಗದೊಂದಿಗೆ ಐದನೇ ತಲೆಮಾರಿನ ಯುದ್ಧ ವಿಮಾನ ಅಡ್ವಾನ್ಸ್‌ಡ್ ಮೀಡಿಯಂ ಕಾಂಬ್ಯಾಟ್ ಏರ್‌ಕ್ರಾಫ್ಟ್ (ಎಎಂಸಿಎ) ಅಭಿವೃದ್ಧಿಪಡಿಸಲು ರಕ್ಷಣಾ ಸಚಿವಾಲಯ ಅನುಮೋದನೆ ನೀಡಿದೆ. ಈ ಘಟಕ ಸ್ಥಾಪನೆಗೆ ಹಲವು ರಾಜ್ಯಗಳು ಪೈಪೋಟಿ ನಡೆಸುತ್ತಿವೆ. ಆಂಧ್ರಪ್ರದೇಶ, ಉತ್ತರ ಪ್ರದೇಶ, ಮಹಾರಾಷ್ಟ್ರ, ತಮಿಳುನಾಡು ಭಾರಿ ಪ್ರಯತ್ನ ನಡೆಸಿವೆ. bbox=[36, 1719, 307, 1801]
story-tungabhadra bbox=[294, 1428, 880, 1650]
section-divider bbox=[274, 1124, 1306, 1125]
sign-header bbox=[36, 1326, 146, 1340]
paragraph: ಜಲಾಶಯದಲ್ಲಿ ಸದ್ಯ ನೀರಿನ ಸಂಗ್ರಹ ಹೆಚ್ಚಾಗುತ್ತಿದೆ. ಎಡದಂಡೆ ಮುಖ್ಯ ಕಾಲುವೆಗೆ ಜು.10ರಿಂದ ನ.30ರವರೆಗೆ 2000 ಕ್ಯೂಸೆಕ್ ನೀರು, ಬಲದಂಡೆ ಕೆಳಮಟ್ಟದ ಕಾಲುವೆಗೆ 650 ಕ್ಯೂಸೆಕ್ ನೀರು ಹರಿಸಲು ನಿರ್ಧರಿಸಲಾಗಿದೆ. bbox=[492, 1471, 678, 1539]
sign-text: ನಿಮ್ಮ ಪ್ರಯತ್ನಕ್ಕೆ ಸೂಕ್ತ ಫಲ ಸಿಗಲಿದೆ. ಸಹನೆ ಕಾಯ್ದುಕೊಳ್ಳಿ. bbox=[148, 977, 244, 1001]
byline: ಪುಟ ೧➡ bbox=[36, 1718, 76, 1731]
kidi-nudi-box bbox=[36, 540, 254, 790]
subhead: ವಿಡಿಯೋ ಮಾಡಿ ಬೆದರಿಕೆ: bbox=[1112, 1307, 1214, 1319]
article-body bbox=[292, 647, 528, 1117]
paragraph: ಪೊಲೀಸ್ ಇಲಾಖೆಯಲ್ಲಿ ಹಲವು ವರ್ಷಗಳಿಂದ ಖಾಲಿ ಇರುವ ಶೇ.15.64 ಹುದ್ದೆಗಳನ್ನು ಒಟ್ಟಾರೆಯಾಗಿ ಬಳಕೆ ಮಾಡಿ ಶೀಘ್ರವಾಗಿ ಭರ್ತಿ ಮಾಡಲಾಗುವುದು ಎಂದು ಮುಖ್ಯಮಂತ್ರಿ ಸಿದ್ದರಾಮಯ್ಯ ತಿಳಿಸಿದರು. ಹಿರಿಯ ಪೊಲೀಸ್ ಅಧಿಕಾರಿಗಳ ವಾರ್ಷಿಕ ಸಭೆ ಬಳಿಕ ಸುದ್ದಿಗಾರರೊಂದಿಗೆ ಮಾತನಾಡಿದ ಅವರು, ಕಳೆದ ಒಂದು ವರ್ಷದ ಪೊಲೀಸ್ ಇಲಾಖೆಯ ಕಾರ್ಯಕ್ಷಮತೆಯ ಮೌಲ್ಯಮಾಪನ, ಇಲಾಖೆಯ ಬೇಡಿಕೆಗಳು, ಸರ್ಕಾರದ ನೆರವಿನ ಬಗ್ಗೆ ಸವಿಸ್ತಾರವಾಗಿ ಚರ್ಚೆ ಮಾಡಲಾಗಿದೆ ಎಂದು ಮಾಹಿತಿ ನೀಡಿದರು. ರಾಜ್ಯದಲ್ಲಿ ಕಳೆದ 2 ವರ್ಷದಲ್ಲಿ ಅಪರಾಧ ಪ್ರಕರಣಗಳ ಸಂಖ್ಯೆ ಕಡಿಮೆಯಾಗಿದೆ. ಸೈಬರ್ ಅಪರಾಧ ಪ್ರಕರಣಗಳು ಹೆಚ್ಚುತ್ತಿದ್ದು, ಅವುಗಳ ತಡೆಗೆ ಪ್ರತ್ಯೇಕ ಕ್ರಮ ಕೈಗೊಳ್ಳಲಾಗಿದೆ. ಸೈಬರ್ ಅಪರಾಧ ಪತ್ತೆ ಪ್ರಮಾಣ ಹೆಚ್ಚಿಸುವಂತೆ ಸೂಚಿಸಲಾಗಿದೆ. bbox=[292, 648, 528, 814]
paragraph: ಪೊಲೀಸರು ಅಪರಾಧ ಚಟುವಟಿಕೆಗಳ ಮೇಲೆ ಸಂಪೂರ್ಣ ನಿಗಾ ವಹಿಸಬೇಕು. ರೌಡಿಗಳು, ಡ್ರಗ್ ಮಾಫಿಯಾ ಮೇಲೆ ಕಠಿಣ ಕ್ರಮ ಕೈಗೊಳ್ಳಬೇಕು. ಡ್ರಗ್ಸ್ ಮುಕ್ತ ಕರ್ನಾಟಕ ನಿರ್ಮಾಣಕ್ಕೆ ಎಲ್ಲರೂ ಶ್ರಮಿಸಬೇಕು ಎಂದರು. ಪೊಲೀಸರಿಗೆ ವಸತಿ ಗೃಹ ನಿರ್ಮಾಣ ಸೇರಿದಂತೆ ಹಲವು ಸೌಲಭ್ಯ ನೀಡಲು ಸರ್ಕಾರ ಬದ್ಧವಾಗಿದೆ ಎಂದು ಹೇಳಿದರು. bbox=[292, 802, 528, 884]
zodiac-icon: ✦ bbox=[148, 1082, 162, 1096]
zodiac-icon: ✦ bbox=[36, 1448, 50, 1462]
